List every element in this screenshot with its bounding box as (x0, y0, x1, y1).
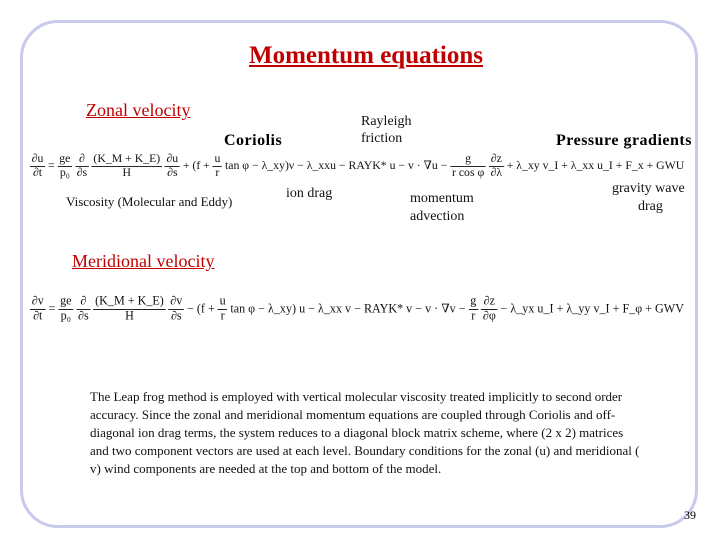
page-number: 39 (684, 508, 696, 522)
slide-title: Momentum equations (248, 42, 484, 69)
momentum-advection-line2: advection (410, 209, 465, 224)
meridional-velocity-heading: Meridional velocity (72, 251, 215, 271)
zonal-equation: $\frac{\partial u}{\partial t}$ = $\frac{ge}{\text{p₀}}$ $\frac{\partial}{\partial s}$ $\frac{(K\_M + K\_E)}{H}$ $\frac{\partial u}{\partial s}$ + (f + $\frac{u}{r}$ tan φ − λ_xy)ν − λ_xxu − RAYK* u − v · ∇u − $\frac{g}{\text{r cos φ}}$ $\frac{\partial z}{\partial\lambda}$ + λ_xy v_I + λ_xx u_I + F_x + GWU (31, 152, 685, 180)
ion-drag-label: ion drag (286, 186, 333, 201)
gravity-wave-drag-line2: drag (638, 199, 663, 214)
method-description-paragraph: The Leap frog method is employed with vertical molecular viscosity treated implicitly to second order accuracy. Since the zonal and meridional momentum equations are coupled through Coriolis and off-diagonal ion drag terms, the system reduces to a diagonal block matrix scheme, where (2 x 2) matrices and two component vectors are used at each level. Boundary conditions for the zonal (u) and meridional ( v) wind components are needed at the top and bottom of the model. (90, 389, 640, 476)
momentum-advection-line1: momentum (410, 191, 474, 206)
rayleigh-label-line2: friction (361, 131, 403, 146)
gravity-wave-drag-line1: gravity wave (612, 181, 685, 196)
viscosity-label: Viscosity (Molecular and Eddy) (66, 194, 233, 209)
coriolis-label: Coriolis (224, 132, 283, 149)
meridional-equation: $\frac{\partial v}{\partial t}$ = $\frac{ge}{\text{p₀}}$ $\frac{\partial}{\partial s}$ $\frac{(K\_M + K\_E)}{H}$ $\frac{\partial v}{\partial s}$ − (f + $\frac{u}{r}$ tan φ − λ_xy) u − λ_xx v − RAYK* v − v · ∇v − $\frac{g}{r}$ $\frac{\partial z}{\partial\varphi}$ − λ_yx u_I + λ_yy v_I + F_φ + GWV (31, 295, 684, 323)
zonal-velocity-heading: Zonal velocity (86, 100, 191, 120)
pressure-gradients-label: Pressure gradients (556, 132, 692, 149)
rayleigh-label-line1: Rayleigh (361, 114, 412, 129)
